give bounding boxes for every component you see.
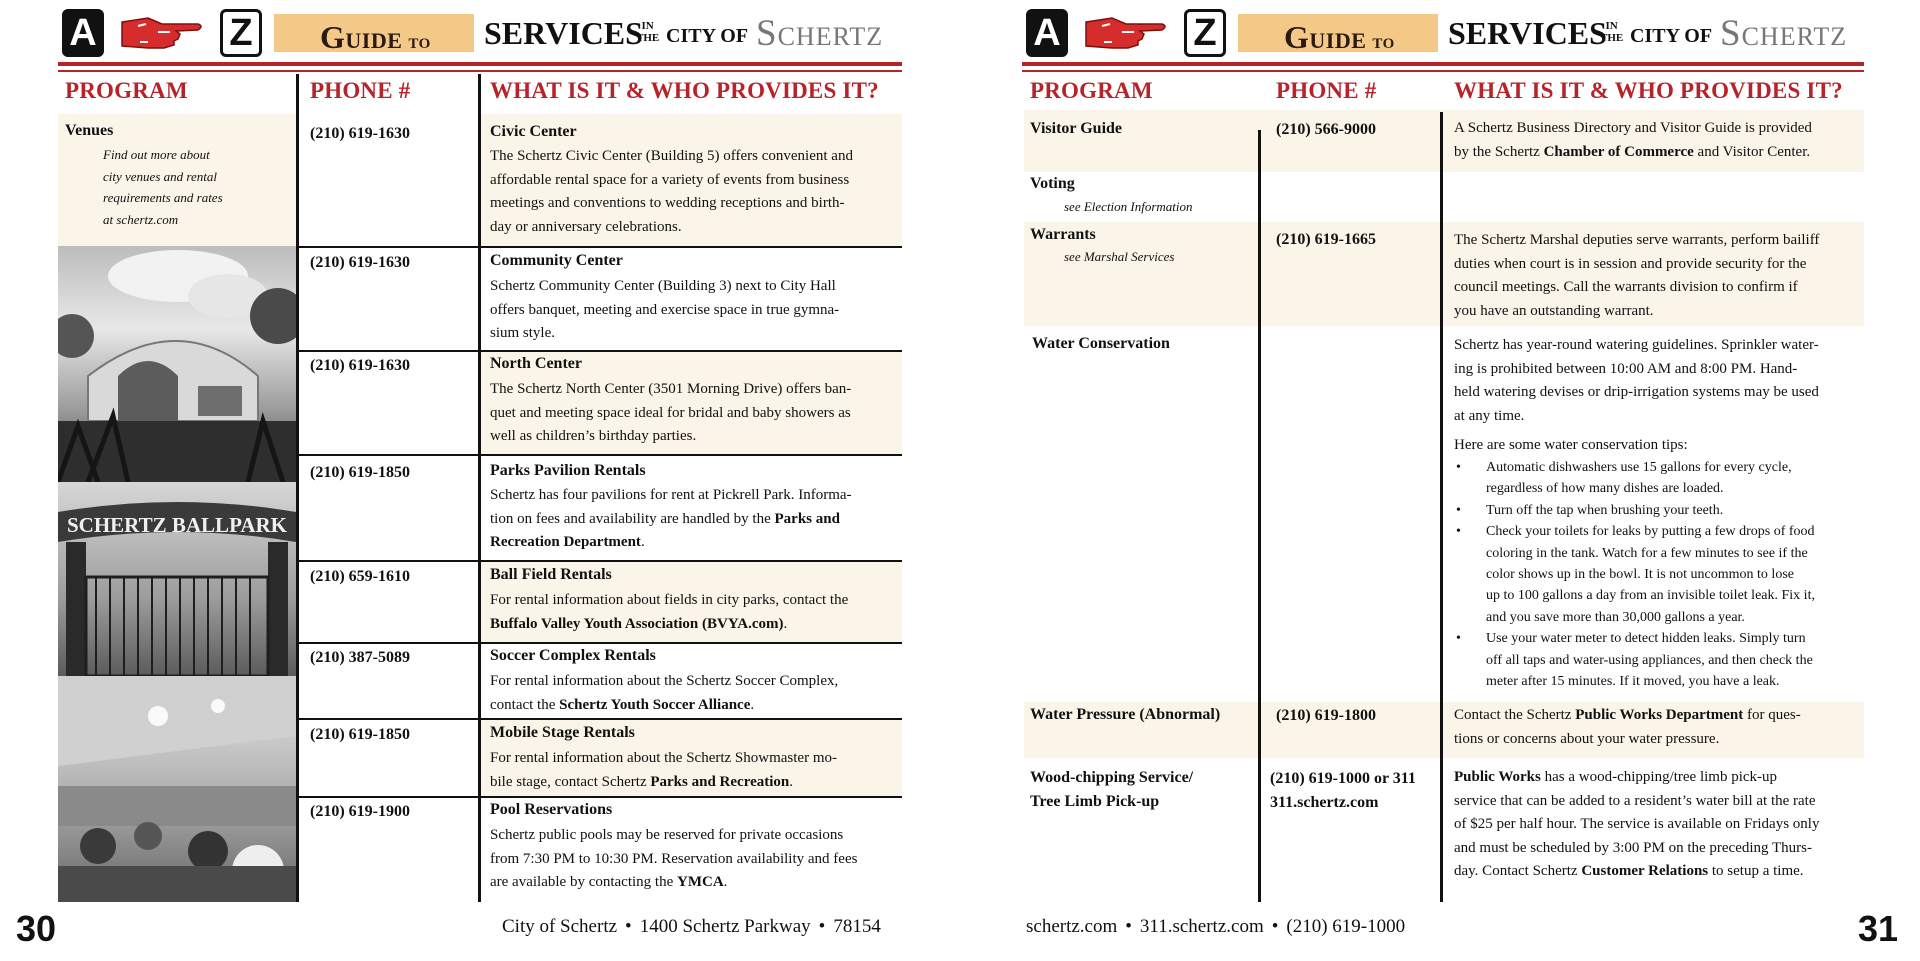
- phone-north-center: (210) 619-1630: [310, 357, 410, 374]
- page-number-right: 31: [1858, 908, 1899, 949]
- phone-wood-chipping: (210) 619-1000 or 311 311.schertz.com: [1270, 770, 1416, 811]
- letter-z-box: Z: [1184, 9, 1226, 57]
- column-divider: [1440, 112, 1443, 902]
- program-venues: Venues: [65, 122, 114, 139]
- letter-a-box: A: [62, 9, 104, 57]
- col-head-what: WHAT IS IT & WHO PROVIDES IT?: [490, 78, 879, 103]
- program-water-conservation: Water Conservation: [1032, 335, 1170, 352]
- phone-water-pressure: (210) 619-1800: [1276, 707, 1376, 724]
- title-civic-center: Civic Center: [490, 123, 577, 140]
- title-north-center: North Center: [490, 355, 582, 372]
- column-divider: [296, 74, 299, 902]
- body-civic-center: The Schertz Civic Center (Building 5) offers convenient and affordable rental space for a variety of events from business meetings and conventions to wedding receptions and birth- day or anniversary celebrations.: [490, 148, 853, 235]
- body-warrants: The Schertz Marshal deputies serve warrants, perform bailiff duties when court is in session and provide security for the council meetings. Call the warrants division to confirm if you have an outstanding warrant.: [1454, 232, 1820, 319]
- schertz-logo: Schertz: [756, 13, 884, 54]
- body-pool-reservations: Schertz public pools may be reserved for private occasions from 7:30 PM to 10:30 PM. Reservation availability and fees are available by contacting the YMCA.: [490, 827, 858, 891]
- header-rule-thick: [58, 62, 902, 66]
- body-water-conservation: Schertz has year-round watering guidelines. Sprinkler water- ing is prohibited between 10:00 AM and 8:00 PM. Hand- held watering devises or drip-irrigation systems may be used at any time.: [1454, 337, 1819, 424]
- in-the-label: IN THE: [1600, 20, 1624, 44]
- phone-civic-center: (210) 619-1630: [310, 125, 410, 142]
- city-of-label: CITY OF: [1630, 25, 1713, 47]
- list-item: • Turn off the tap when brushing your teeth.: [1454, 500, 1864, 521]
- guide-label: Guide to: [1284, 19, 1395, 55]
- phone-pool-reservations: (210) 619-1900: [310, 803, 410, 820]
- ballpark-photo: [58, 482, 296, 676]
- row-divider: [299, 642, 902, 644]
- body-visitor-guide: A Schertz Business Directory and Visitor Guide is provided by the Schertz Chamber of Commerce and Visitor Center.: [1454, 120, 1812, 160]
- body-wood-chipping: Public Works has a wood-chipping/tree limb pick-up service that can be added to a resident’s water bill at the rate of $25 per half hour. The service is available on Fridays only and must be scheduled by 3:00 PM on the preceding Thurs- day. Contact Schertz Customer Relations to setup a time.: [1454, 769, 1820, 880]
- title-pool-reservations: Pool Reservations: [490, 801, 613, 818]
- body-soccer-complex: For rental information about the Schertz Soccer Complex, contact the Schertz Youth Soccer Alliance.: [490, 673, 839, 713]
- program-voting: Voting: [1030, 175, 1075, 192]
- program-voting-note: see Election Information: [1064, 199, 1193, 214]
- list-item: • Use your water meter to detect hidden leaks. Simply turn off all taps and water-using appliances, and then check the meter after 15 minutes. If it moved, you have a leak.: [1454, 628, 1864, 692]
- col-head-phone: PHONE #: [1276, 78, 1377, 103]
- program-warrants: Warrants: [1030, 226, 1096, 243]
- phone-parks-pavilion: (210) 619-1850: [310, 464, 410, 481]
- list-item: • Check your toilets for leaks by putting a few drops of food coloring in the tank. Watch for a few minutes to see if the color shows up in the bowl. It is not uncommon to lose up to 100 gallons a day from an invisible toilet leak. Fix it, and you save more than 30,000 gallons a year.: [1454, 521, 1864, 628]
- title-soccer-complex: Soccer Complex Rentals: [490, 647, 656, 664]
- col-head-program: PROGRAM: [65, 78, 188, 103]
- phone-community-center: (210) 619-1630: [310, 254, 410, 271]
- program-venues-note: Find out more about city venues and rental requirements and rates at schertz.com: [103, 147, 223, 227]
- services-label: SERVICES: [1448, 15, 1607, 51]
- col-head-phone: PHONE #: [310, 78, 411, 103]
- phone-warrants: (210) 619-1665: [1276, 231, 1376, 248]
- body-parks-pavilion: Schertz has four pavilions for rent at Pickrell Park. Informa- tion on fees and availability are handled by the Parks and Recreation Department.: [490, 487, 852, 551]
- footer-left: City of Schertz • 1400 Schertz Parkway • 78154: [502, 916, 881, 937]
- civic-center-event-photo: [58, 676, 296, 902]
- program-water-pressure: Water Pressure (Abnormal): [1030, 706, 1221, 723]
- row-divider: [299, 454, 902, 456]
- schertz-logo: Schertz: [1720, 13, 1848, 54]
- title-ball-field: Ball Field Rentals: [490, 566, 612, 583]
- body-water-pressure: Contact the Schertz Public Works Department for ques- tions or concerns about your water pressure.: [1454, 707, 1801, 747]
- services-label: SERVICES: [484, 15, 643, 51]
- row-divider: [299, 796, 902, 798]
- water-tips-intro: Here are some water conservation tips:: [1454, 437, 1688, 453]
- header-rule-thin: [58, 70, 902, 72]
- guide-band: [274, 14, 474, 55]
- pointing-hand-icon: [1082, 12, 1168, 54]
- title-community-center: Community Center: [490, 252, 623, 269]
- water-tips-list: [1454, 457, 1864, 692]
- page-number-left: 30: [16, 908, 57, 949]
- phone-soccer-complex: (210) 387-5089: [310, 649, 410, 666]
- title-parks-pavilion: Parks Pavilion Rentals: [490, 462, 646, 479]
- city-of-label: CITY OF: [666, 25, 749, 47]
- list-item: • Automatic dishwashers use 15 gallons for every cycle, regardless of how many dishes are loaded.: [1454, 457, 1864, 500]
- title-mobile-stage: Mobile Stage Rentals: [490, 724, 635, 741]
- column-divider: [1258, 130, 1261, 902]
- body-mobile-stage: For rental information about the Schertz Showmaster mo- bile stage, contact Schertz Parks and Recreation.: [490, 750, 837, 790]
- program-warrants-note: see Marshal Services: [1064, 249, 1175, 264]
- guide-band: [1238, 14, 1438, 55]
- ballpark-sign-text: SCHERTZ BALLPARK: [67, 513, 287, 537]
- guide-label: Guide to: [320, 19, 431, 55]
- letter-a-box: A: [1026, 9, 1068, 57]
- page-header: [0, 4, 960, 62]
- header-rule-thick: [1022, 62, 1864, 66]
- letter-z-box: Z: [220, 9, 262, 57]
- pointing-hand-icon: [118, 12, 204, 54]
- footer-right: schertz.com • 311.schertz.com • (210) 619-1000: [1026, 916, 1406, 937]
- program-visitor-guide: Visitor Guide: [1030, 120, 1123, 137]
- phone-visitor-guide: (210) 566-9000: [1276, 121, 1376, 138]
- page-right: [960, 0, 1920, 961]
- col-head-what: WHAT IS IT & WHO PROVIDES IT?: [1454, 78, 1843, 103]
- phone-mobile-stage: (210) 619-1850: [310, 726, 410, 743]
- body-north-center: The Schertz North Center (3501 Morning Drive) offers ban- quet and meeting space ideal for bridal and baby showers as well as children’s birthday parties.: [490, 381, 852, 445]
- col-head-program: PROGRAM: [1030, 78, 1153, 103]
- row-divider: [299, 246, 902, 248]
- community-center-photo: [58, 246, 296, 482]
- body-community-center: Schertz Community Center (Building 3) next to City Hall offers banquet, meeting and exercise space in true gymna- sium style.: [490, 278, 840, 342]
- program-wood-chipping: Wood-chipping Service/ Tree Limb Pick-up: [1030, 769, 1194, 810]
- page-header: [960, 4, 1920, 62]
- in-the-label: IN THE: [636, 20, 660, 44]
- body-ball-field: For rental information about fields in city parks, contact the Buffalo Valley Youth Association (BVYA.com).: [490, 592, 849, 632]
- header-rule-thin: [1022, 70, 1864, 72]
- phone-ball-field: (210) 659-1610: [310, 568, 410, 585]
